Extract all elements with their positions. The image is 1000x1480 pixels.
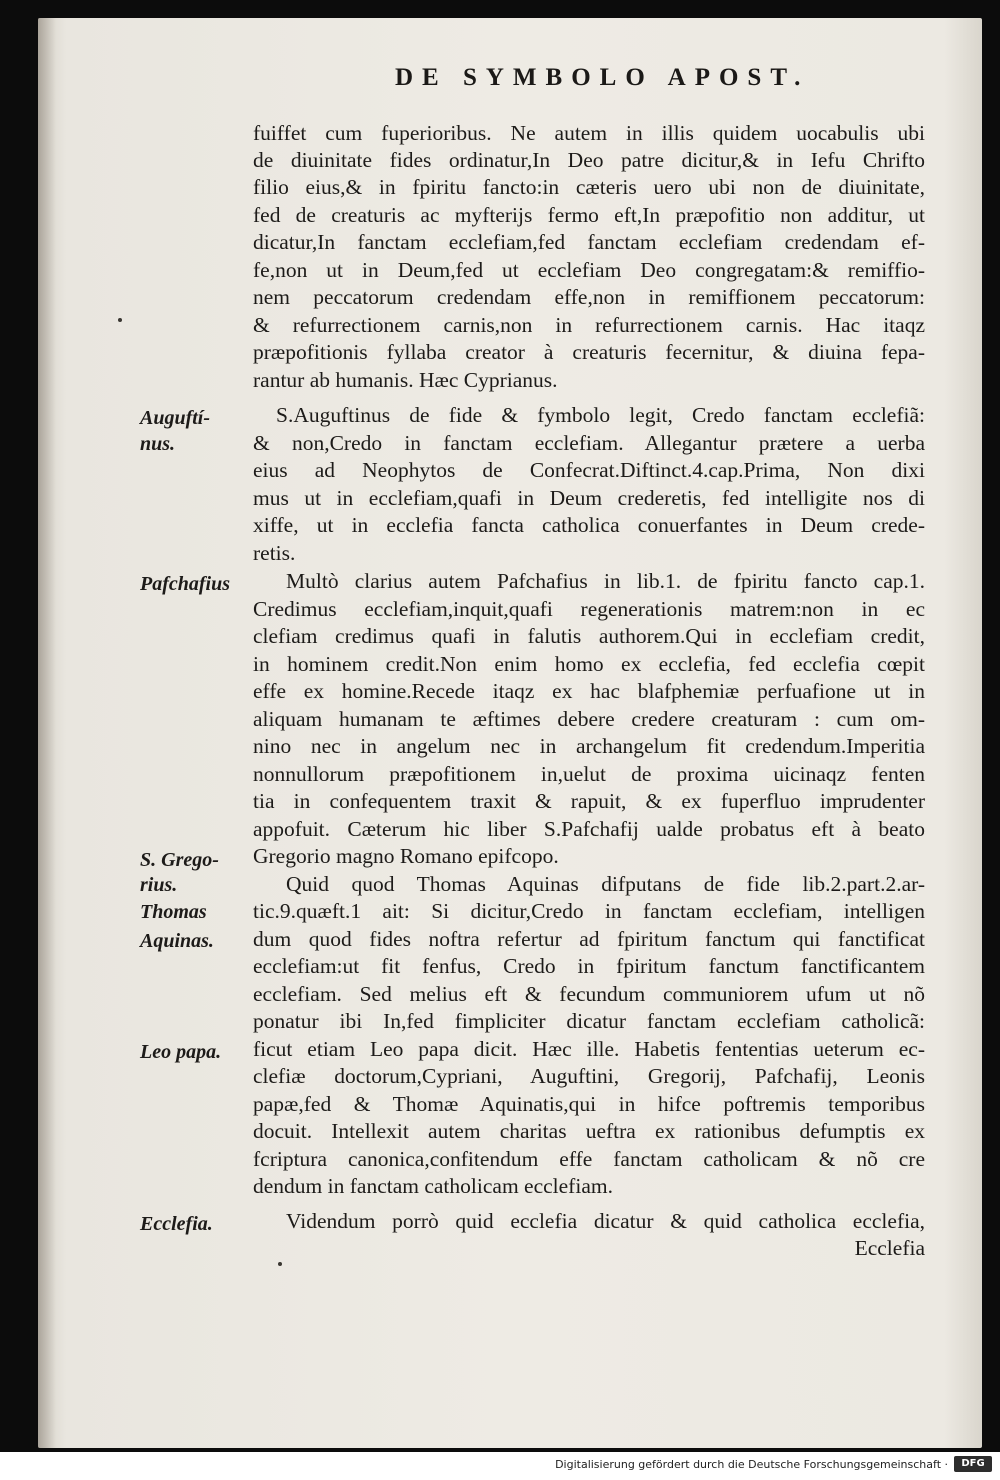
text-line: nonnullorum præpofitionem in,uelut de proxima uicinaqz fenten <box>253 762 925 786</box>
text-line: xiffe, ut in ecclefia fancta catholica conuerfantes in Deum crede- <box>253 513 925 537</box>
dfg-logo: DFG <box>954 1456 992 1472</box>
text-line: appofuit. Cæterum hic liber S.Pafchafij ualde probatus eft à beato <box>253 817 925 841</box>
text-line: mus ut in ecclefiam,quafi in Deum crederetis, fed intelligite nos di <box>253 486 925 510</box>
marginal-note-gregorius: S. Grego- <box>140 849 219 871</box>
text-line: tia in confequentem traxit & rapuit, & ex fuperfluo imprudenter <box>253 789 925 813</box>
text-line: S.Auguftinus de fide & fymbolo legit, Credo fanctam ecclefiã: <box>276 403 925 427</box>
text-line: & refurrectionem carnis,non in refurrectionem carnis. Hac itaqz <box>253 313 925 337</box>
text-line: docuit. Intellexit autem charitas ueftra ex rationibus defumptis ex <box>253 1119 925 1143</box>
digitization-credit: Digitalisierung gefördert durch die Deutsche Forschungsgemeinschaft · <box>555 1458 948 1471</box>
text-line: præpofitionis fyllaba creator à creaturis fecernitur, & diuina fepa- <box>253 340 925 364</box>
text-line: ecclefiam. Sed melius eft & fecundum communiorem ufum ut nõ <box>253 982 925 1006</box>
text-line: Quid quod Thomas Aquinas difputans de fide lib.2.part.2.ar- <box>286 872 925 896</box>
text-line: clefiæ doctorum,Cypriani, Auguftini, Gregorij, Pafchafij, Leonis <box>253 1064 925 1088</box>
marginal-note-augustinus: Auguftí- <box>140 407 211 429</box>
text-line: Credimus ecclefiam,inquit,quafi regenerationis matrem:non in ec <box>253 597 925 621</box>
text-line: nem peccatorum credendam effe,non in remiffionem peccatorum: <box>253 285 925 309</box>
text-line: fe,non ut in Deum,fed ut ecclefiam Deo congregatam:& remiffio- <box>253 258 925 282</box>
text-line: eius ad Neophytos de Confecrat.Diftinct.4.cap.Prima, Non dixi <box>253 458 925 482</box>
text-line: effe ex homine.Recede itaqz ex hac blafphemiæ perfuafione ut in <box>253 679 925 703</box>
text-line: dicatur,In fanctam ecclefiam,fed fanctam ecclefiam credendam ef- <box>253 230 925 254</box>
ink-speck <box>278 1262 282 1266</box>
text-line: retis. <box>253 541 296 565</box>
text-line: clefiam credimus quafi in falutis authorem.Qui in ecclefiam credit, <box>253 624 925 648</box>
text-line: aliquam humanam te æftimes debere credere creaturam : cum om- <box>253 707 925 731</box>
text-line: Multò clarius autem Pafchafius in lib.1. de fpiritu fancto cap.1. <box>286 569 925 593</box>
text-line: de diuinitate fides ordinatur,In Deo patre dicitur,& in Iefu Chrifto <box>253 148 925 172</box>
text-line: Gregorio magno Romano epifcopo. <box>253 844 559 868</box>
text-line: ficut etiam Leo papa dicit. Hæc ille. Habetis fententias ueterum ec- <box>253 1037 925 1061</box>
ink-speck <box>118 318 122 322</box>
text-line: fuiffet cum fuperioribus. Ne autem in illis quidem uocabulis ubi <box>253 121 925 145</box>
marginal-note-ecclesia: Ecclefia. <box>140 1213 213 1235</box>
marginal-note-gregorius-cont: rius. <box>140 874 178 896</box>
text-line: nino nec in angelum nec in archangelum fit credendum.Imperitia <box>253 734 925 758</box>
marginal-note-thomas-cont: Aquinas. <box>140 930 214 952</box>
text-line: fed de creaturis ac myfterijs fermo eft,In præpofitio non additur, ut <box>253 203 925 227</box>
running-head: DE SYMBOLO APOST. <box>395 64 810 91</box>
text-line: dendum in fanctam catholicam ecclefiam. <box>253 1174 613 1198</box>
text-line: rantur ab humanis. Hæc Cyprianus. <box>253 368 558 392</box>
text-line: & non,Credo in fanctam ecclefiam. Allegantur prætere a uerba <box>253 431 925 455</box>
marginal-note-augustinus-cont: nus. <box>140 433 176 455</box>
marginal-note-paschasius: Pafchafius <box>140 573 230 595</box>
text-line: in hominem credit.Non enim homo ex ecclefia, fed ecclefia cœpit <box>253 652 925 676</box>
marginal-note-thomas: Thomas <box>140 901 207 923</box>
text-line: filio eius,& in fpiritu fancto:in cæteris uero ubi non de diuinitate, <box>253 175 925 199</box>
text-line: tic.9.quæft.1 ait: Si dicitur,Credo in fanctam ecclefiam, intelligen <box>253 899 925 923</box>
text-line: ponatur ibi In,fed fimpliciter dicatur fanctam ecclefiam catholicã: <box>253 1009 925 1033</box>
text-line: ecclefiam:ut fit fenfus, Credo in fpiritum fanctum fanctificantem <box>253 954 925 978</box>
text-line: papæ,fed & Thomæ Aquinatis,qui in hifce poftremis temporibus <box>253 1092 925 1116</box>
text-line: dum quod fides noftra refertur ad fpiritum fanctum qui fanctificat <box>253 927 925 951</box>
catchword: Ecclefia <box>854 1236 925 1260</box>
gutter-shadow <box>38 18 56 1448</box>
text-line: Videndum porrò quid ecclefia dicatur & quid catholica ecclefia, <box>286 1209 925 1233</box>
text-line: fcriptura canonica,confitendum effe fanctam catholicam & nõ cre <box>253 1147 925 1171</box>
marginal-note-leo: Leo papa. <box>140 1041 222 1063</box>
